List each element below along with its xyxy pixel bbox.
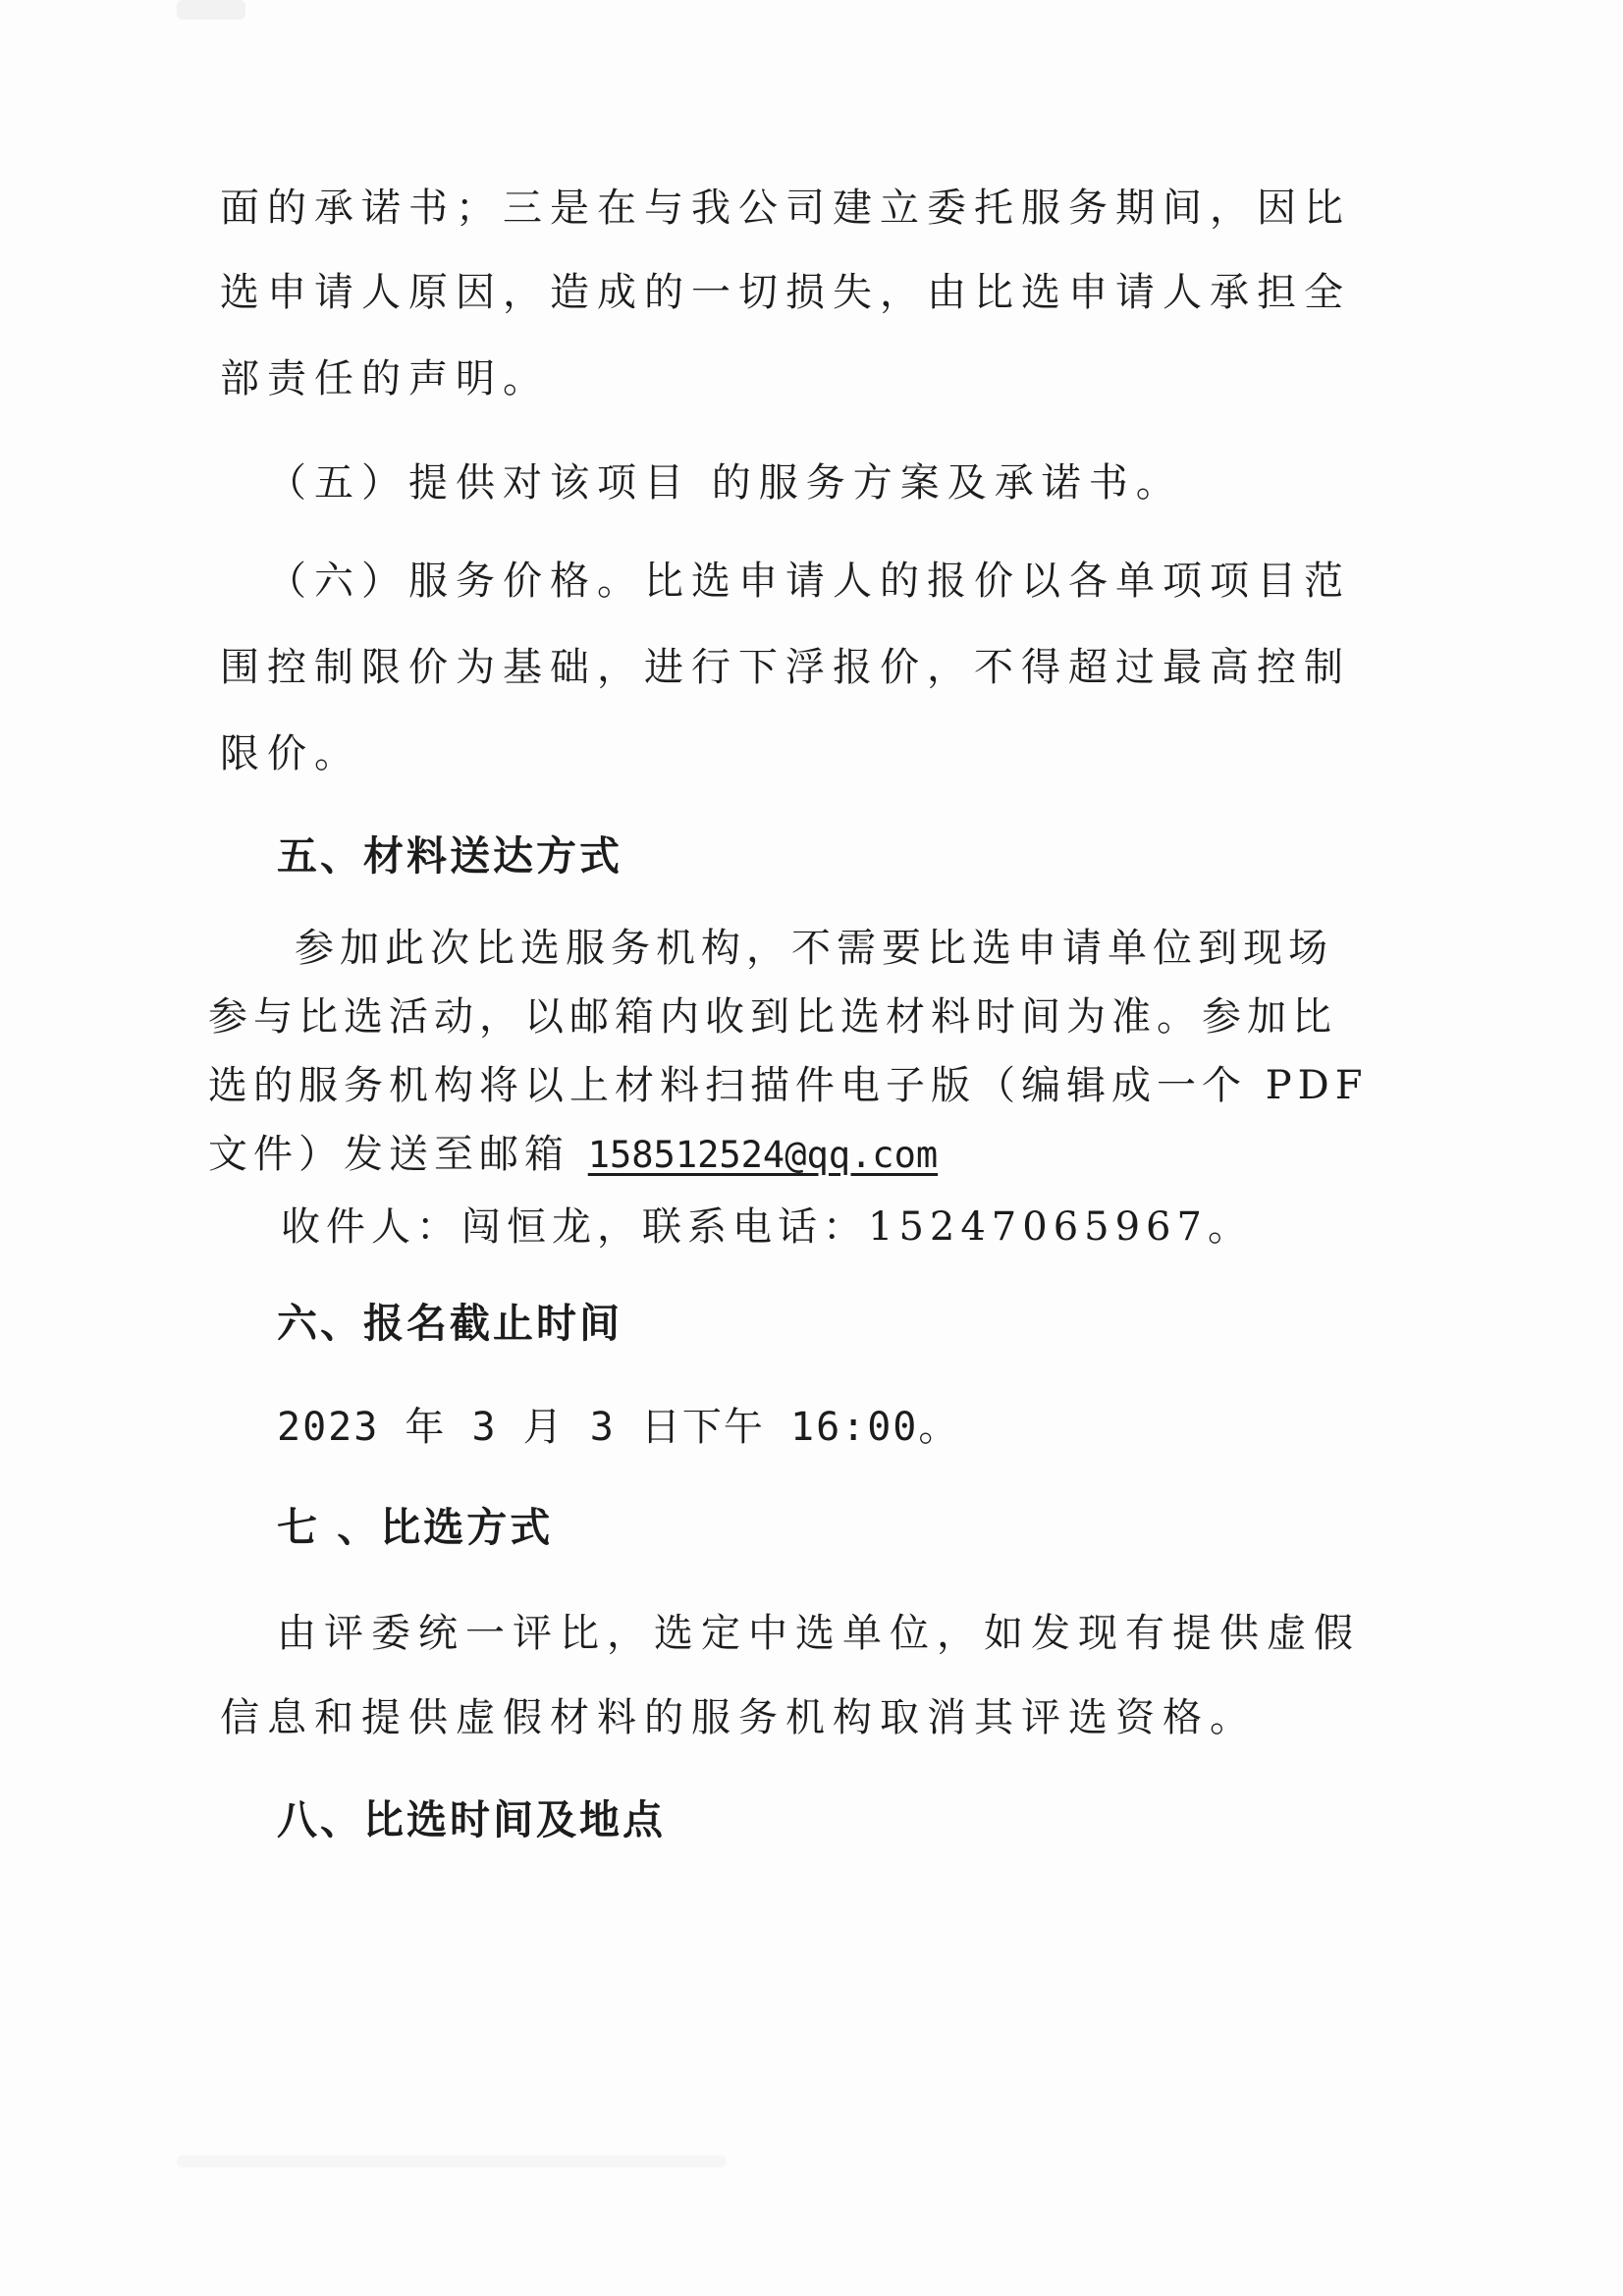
intro-line-2: 选申请人原因，造成的一切损失，由比选申请人承担全 <box>220 270 1351 315</box>
item-5-paragraph: （五）提供对该项目 的服务方案及承诺书。 <box>267 460 1183 506</box>
section-8-heading: 八、比选时间及地点 <box>277 1796 666 1843</box>
section-5-line-2: 参与比选活动，以邮箱内收到比选材料时间为准。参加比 <box>208 994 1337 1040</box>
scan-mark <box>177 0 245 20</box>
item-6-line-2: 围控制限价为基础，进行下浮报价，不得超过最高控制 <box>220 645 1351 690</box>
intro-line-1: 面的承诺书；三是在与我公司建立委托服务期间，因比 <box>220 186 1351 231</box>
section-5-line-1: 参加此次比选服务机构，不需要比选申请单位到现场 <box>295 926 1333 971</box>
item-6-line-1: （六）服务价格。比选申请人的报价以各单项项目范 <box>267 559 1351 604</box>
section-5-line-3: 选的服务机构将以上材料扫描件电子版（编辑成一个 PDF <box>208 1063 1369 1108</box>
section-5-heading: 五、材料送达方式 <box>277 832 622 880</box>
section-6-heading: 六、报名截止时间 <box>277 1300 622 1347</box>
contact-text: 收件人：闯恒龙，联系电话：15247065967。 <box>281 1204 1253 1250</box>
section-5-line-4 <box>208 1129 938 1181</box>
deadline-text: 2023 年 3 月 3 日下午 16:00。 <box>277 1405 960 1450</box>
intro-line-3: 部责任的声明。 <box>220 356 550 401</box>
section-5-line-4-prefix: 文件）发送至邮箱 <box>208 1132 588 1177</box>
section-7-line-2: 信息和提供虚假材料的服务机构取消其评选资格。 <box>220 1695 1257 1740</box>
scan-mark-bottom <box>177 2156 727 2167</box>
item-6-line-3: 限价。 <box>220 731 361 776</box>
section-7-line-1: 由评委统一评比，选定中选单位，如发现有提供虚假 <box>277 1611 1361 1656</box>
section-7-heading: 七 、比选方式 <box>277 1504 554 1551</box>
email-link[interactable]: 158512524@qq.com <box>587 1134 939 1176</box>
contact-line <box>281 1201 1253 1253</box>
